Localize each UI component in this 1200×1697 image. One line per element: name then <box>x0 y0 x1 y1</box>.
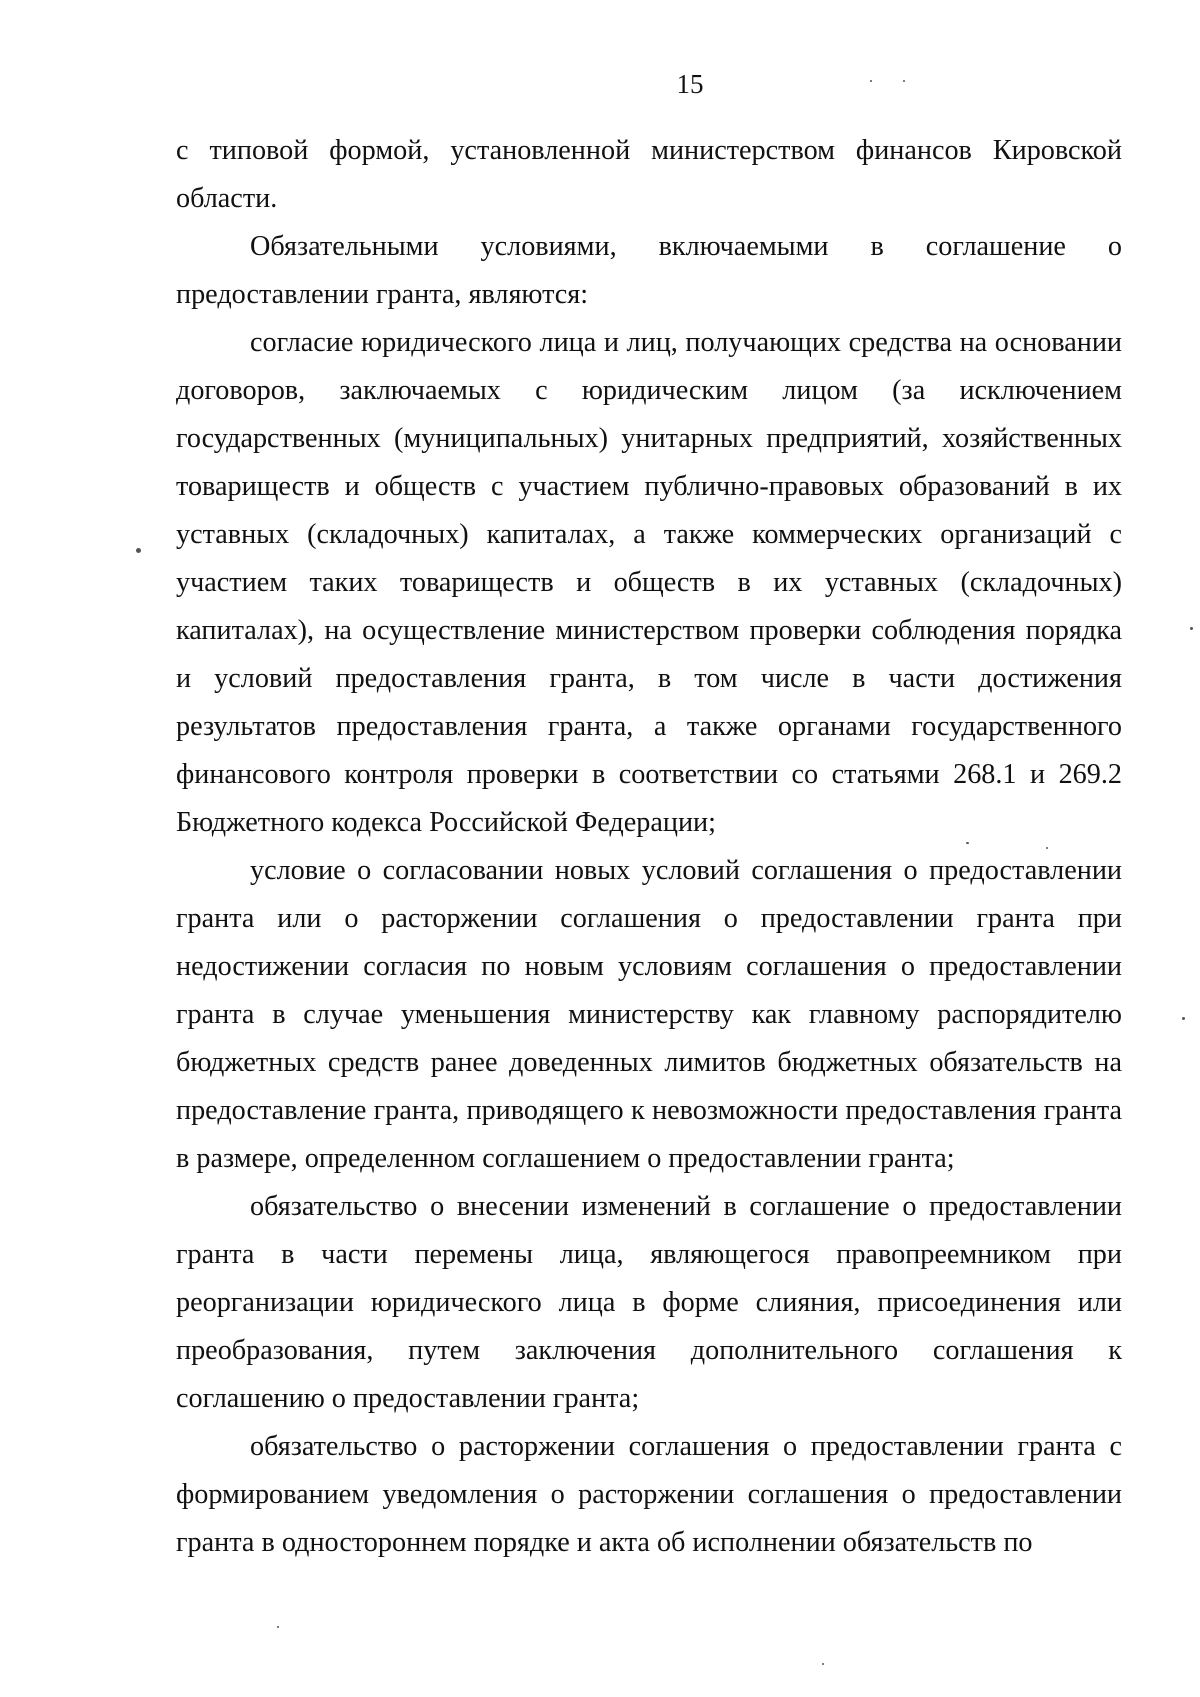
paragraph-amendment-obligation: обязательство о внесении изменений в соглашение о предоставлении гранта в части перемены лица, являющегося правопреемником при реорганизации юридического лица в форме слияния, присоединения или преобразования, путем заключения дополнительного соглашения к соглашению о предоставлении гранта; <box>176 1191 1122 1414</box>
scan-speck <box>1190 627 1193 630</box>
paragraph-continuation: с типовой формой, установленной министерством финансов Кировской области. <box>176 135 1122 214</box>
page-number: 15 <box>676 69 704 99</box>
scan-speck <box>822 1663 824 1665</box>
document-body <box>176 127 1122 1567</box>
paragraph-mandatory-conditions: Обязательными условиями, включаемыми в соглашение о предоставлении гранта, являются: <box>176 231 1122 310</box>
scan-speck <box>136 548 141 553</box>
scan-speck <box>966 842 969 844</box>
scan-speck <box>1182 1017 1185 1020</box>
scan-speck <box>870 80 872 82</box>
scan-speck <box>903 80 905 82</box>
paragraph-new-conditions: условие о согласовании новых условий соглашения о предоставлении гранта или о расторжении соглашения о предоставлении гранта при недостижении согласия по новым условиям соглашения о предоставлении гранта в случае уменьшения министерству как главному распорядителю бюджетных средств ранее доведенных лимитов бюджетных обязательств на предоставление гранта, приводящего к невозможности предоставления гранта в размере, определенном соглашением о предоставлении гранта; <box>176 855 1122 1174</box>
paragraph-consent: согласие юридического лица и лиц, получающих средства на основании договоров, заключаемых с юридическим лицом (за исключением государственных (муниципальных) унитарных предприятий, хозяйственных товариществ и обществ с участием публично-правовых образований в их уставных (складочных) капиталах, а также коммерческих организаций с участием таких товариществ и обществ в их уставных (складочных) капиталах), на осуществление министерством проверки соблюдения порядка и условий предоставления гранта, в том числе в части достижения результатов предоставления гранта, а также органами государственного финансового контроля проверки в соответствии со статьями 268.1 и 269.2 Бюджетного кодекса Российской Федерации; <box>176 327 1122 838</box>
paragraph-termination-obligation: обязательство о расторжении соглашения о предоставлении гранта с формированием уведомления о расторжении соглашения о предоставлении гранта в одностороннем порядке и акта об исполнении обязательств по <box>176 1431 1122 1558</box>
scan-speck <box>277 1626 279 1628</box>
scan-speck <box>1046 847 1048 849</box>
